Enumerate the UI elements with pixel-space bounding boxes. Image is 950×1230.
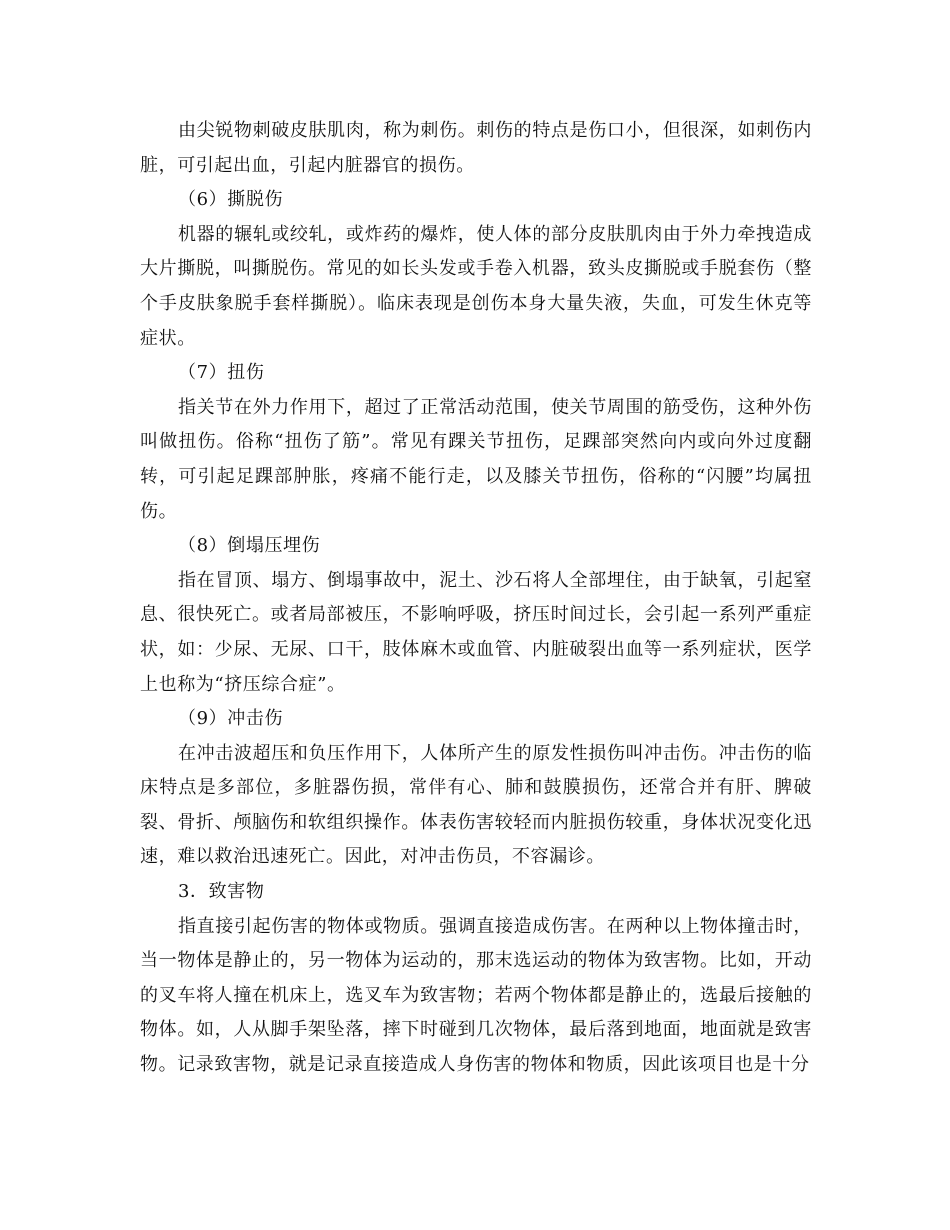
- heading-avulsion-injury: （6）撕脱伤: [178, 189, 284, 211]
- heading-collapse-burial-injury: （8）倒塌压埋伤: [178, 535, 321, 557]
- heading-sprain: （7）扭伤: [178, 362, 265, 384]
- paragraph-stab-wound: 由尖锐物刺破皮肤肌肉，称为刺伤。刺伤的特点是伤口小，但很深，如刺伤内脏，可引起出血，引起内脏器官的损伤。: [140, 120, 812, 176]
- paragraph-causative-object: 指直接引起伤害的物体或物质。强调直接造成伤害。在两种以上物体撞击时，当一物体是静止的，另一物体为运动的，那末选运动的物体为致害物。比如，开动的叉车将人撞在机床上，选叉车为致害物；若两个物体都是静止的，选最后接触的物体。如，人从脚手架坠落，摔下时碰到几次物体，最后落到地面，地面就是致害物。记录致害物，就是记录直接造成人身伤害的物体和物质，因此该项目也是十分: [140, 915, 812, 1076]
- paragraph-collapse-burial-injury: 指在冒顶、塌方、倒塌事故中，泥土、沙石将人全部埋住，由于缺氧，引起窒息、很快死亡。或者局部被压，不影响呼吸，挤压时间过长，会引起一系列严重症状，如：少尿、无尿、口干，肢体麻木或血管、内脏破裂出血等一系列症状，医学上也称为“挤压综合症”。: [140, 569, 812, 695]
- paragraph-avulsion-injury: 机器的辗轧或绞轧，或炸药的爆炸，使人体的部分皮肤肌肉由于外力牵拽造成大片撕脱，叫撕脱伤。常见的如长头发或手卷入机器，致头皮撕脱或手脱套伤（整个手皮肤象脱手套样撕脱）。临床表现是创伤本身大量失液，失血，可发生休克等症状。: [140, 223, 812, 349]
- heading-blast-injury: （9）冲击伤: [178, 708, 284, 730]
- heading-causative-object: 3．致害物: [178, 881, 265, 903]
- document-body: [140, 114, 812, 1083]
- paragraph-sprain: 指关节在外力作用下，超过了正常活动范围，使关节周围的筋受伤，这种外伤叫做扭伤。俗称“扭伤了筋”。常见有踝关节扭伤，足踝部突然向内或向外过度翻转，可引起足踝部肿胀，疼痛不能行走，以及膝关节扭伤，俗称的“闪腰”均属扭伤。: [140, 396, 812, 522]
- paragraph-blast-injury: 在冲击波超压和负压作用下，人体所产生的原发性损伤叫冲击伤。冲击伤的临床特点是多部位，多脏器伤损，常伴有心、肺和鼓膜损伤，还常合并有肝、脾破裂、骨折、颅脑伤和软组织操作。体表伤害较轻而内脏损伤较重，身体状况变化迅速，难以救治迅速死亡。因此，对冲击伤员，不容漏诊。: [140, 742, 812, 868]
